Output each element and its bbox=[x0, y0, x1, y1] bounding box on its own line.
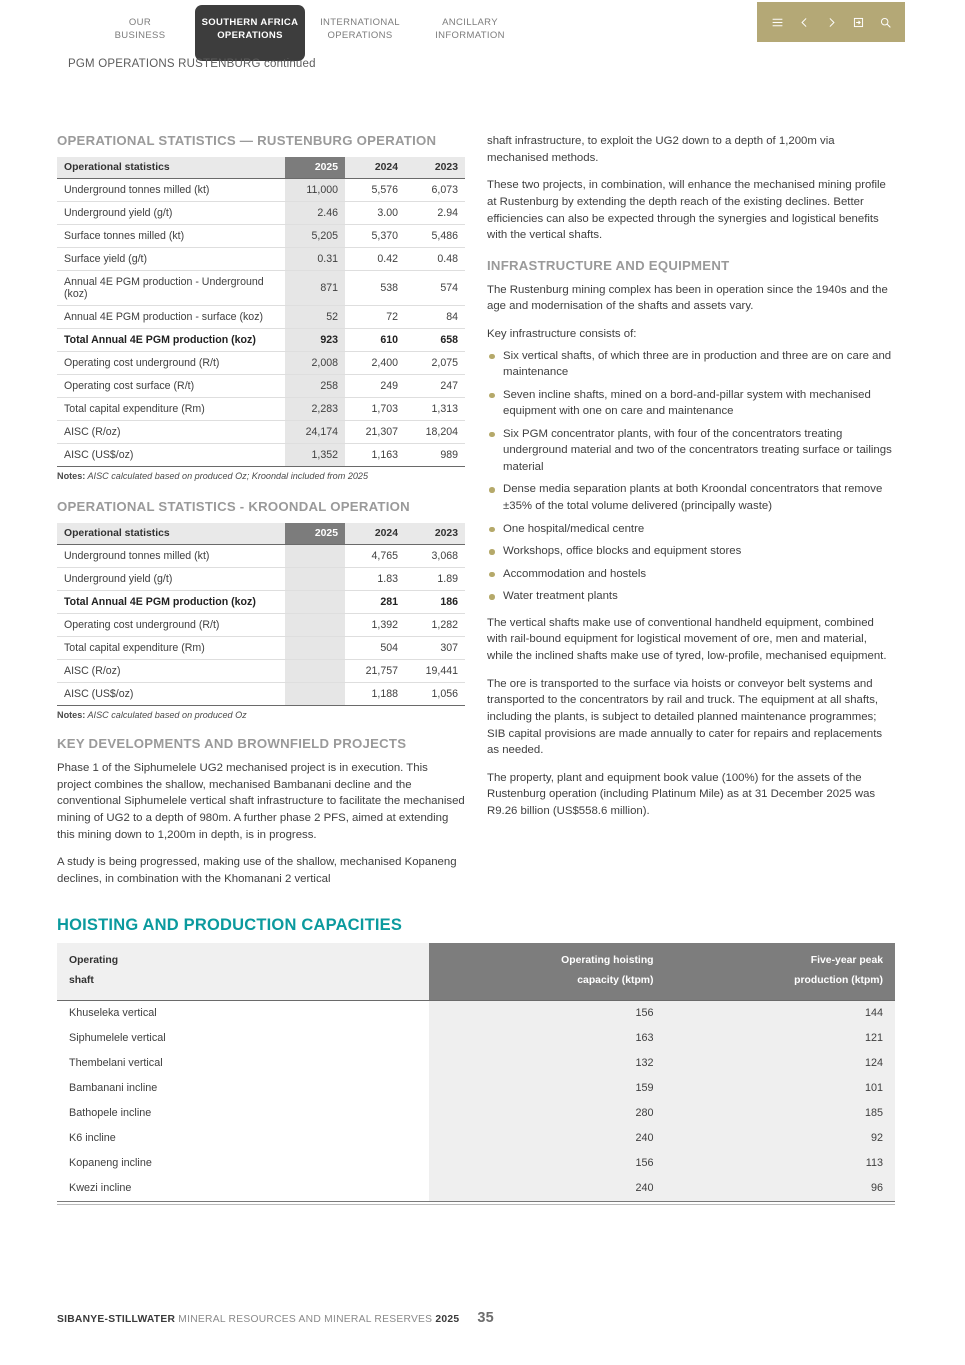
row-value: 19,441 bbox=[405, 660, 465, 683]
notes-text: AISC calculated based on produced Oz bbox=[85, 710, 247, 720]
row-value: 923 bbox=[285, 329, 345, 352]
hoisting-capacity-table bbox=[57, 943, 895, 1202]
row-value bbox=[285, 568, 345, 591]
row-label: Operating cost underground (R/t) bbox=[57, 614, 285, 637]
footer-title: MINERAL RESOURCES AND MINERAL RESERVES bbox=[178, 1314, 433, 1325]
row-value: 0.48 bbox=[405, 248, 465, 271]
table-head bbox=[57, 943, 895, 1000]
row-value: 538 bbox=[345, 271, 405, 306]
row-value: 1,282 bbox=[405, 614, 465, 637]
row-shaft-name: K6 incline bbox=[57, 1126, 429, 1151]
row-label: Surface tonnes milled (kt) bbox=[57, 225, 285, 248]
col-header-line2: capacity (ktpm) bbox=[577, 975, 654, 987]
row-hoisting-capacity: 240 bbox=[429, 1126, 666, 1151]
nav-tab-line1: OUR bbox=[128, 17, 152, 28]
row-hoisting-capacity: 163 bbox=[429, 1026, 666, 1051]
table-row bbox=[57, 1151, 895, 1176]
row-value: 2,283 bbox=[285, 398, 345, 421]
col-header-label: Operational statistics bbox=[57, 157, 285, 179]
row-peak-production: 124 bbox=[666, 1051, 895, 1076]
row-peak-production: 101 bbox=[666, 1076, 895, 1101]
row-value: 4,765 bbox=[345, 545, 405, 568]
row-label: Underground tonnes milled (kt) bbox=[57, 179, 285, 202]
list-item: Six vertical shafts, of which three are in production and three are on care and maintenance bbox=[487, 348, 895, 381]
row-value bbox=[285, 545, 345, 568]
nav-tab-line1: INTERNATIONAL bbox=[320, 17, 400, 28]
nav-tab-international-operations[interactable] bbox=[305, 5, 415, 55]
next-page-icon[interactable] bbox=[825, 16, 838, 29]
col-header-line1: Operating bbox=[69, 955, 119, 966]
row-label: AISC (R/oz) bbox=[57, 421, 285, 444]
table-row bbox=[57, 660, 465, 683]
notes-text: AISC calculated based on produced Oz; Kroondal included from 2025 bbox=[85, 471, 369, 481]
infrastructure-lead-in: Key infrastructure consists of: bbox=[487, 328, 637, 341]
col-header-2025: 2025 bbox=[285, 523, 345, 545]
row-value: 186 bbox=[405, 591, 465, 614]
row-hoisting-capacity: 159 bbox=[429, 1076, 666, 1101]
row-value: 247 bbox=[405, 375, 465, 398]
table-header-row bbox=[57, 943, 895, 1000]
row-value: 3,068 bbox=[405, 545, 465, 568]
table-row bbox=[57, 1026, 895, 1051]
row-value bbox=[285, 683, 345, 706]
equipment-paragraph-1: The vertical shafts make use of conventional handheld equipment, combined with rail-bound equipment for logistical movement of ore, men and material, while the inclined shafts make use of tyred, low-profile, mechanised equipment. bbox=[487, 616, 887, 662]
row-value: 11,000 bbox=[285, 179, 345, 202]
rustenburg-notes bbox=[57, 471, 465, 481]
row-label: Total Annual 4E PGM production (koz) bbox=[57, 591, 285, 614]
table-header-row bbox=[57, 523, 465, 545]
row-value: 3.00 bbox=[345, 202, 405, 225]
row-value: 871 bbox=[285, 271, 345, 306]
table-row bbox=[57, 683, 465, 706]
menu-icon[interactable] bbox=[771, 16, 784, 29]
nav-tab-southern-africa-operations[interactable] bbox=[195, 5, 305, 61]
row-hoisting-capacity: 280 bbox=[429, 1101, 666, 1126]
table-bottom-rule bbox=[57, 1204, 895, 1206]
table-row bbox=[57, 1076, 895, 1101]
row-shaft-name: Siphumelele vertical bbox=[57, 1026, 429, 1051]
row-label: Annual 4E PGM production - Underground (koz) bbox=[57, 271, 285, 306]
row-label: AISC (R/oz) bbox=[57, 660, 285, 683]
breadcrumb: PGM OPERATIONS RUSTENBURG continued bbox=[68, 58, 316, 70]
nav-tab-line2: OPERATIONS bbox=[217, 30, 283, 42]
page-footer bbox=[57, 1310, 494, 1326]
row-value bbox=[285, 637, 345, 660]
row-hoisting-capacity: 132 bbox=[429, 1051, 666, 1076]
nav-tab-ancillary-information[interactable] bbox=[415, 5, 525, 55]
table-row bbox=[57, 271, 465, 306]
key-developments-paragraph-2: A study is being progressed, making use of the shallow, mechanised Kopaneng declines, in combination with the Khomanani 2 vertical bbox=[57, 856, 457, 885]
table-row bbox=[57, 1126, 895, 1151]
row-peak-production: 96 bbox=[666, 1176, 895, 1202]
notes-label: Notes: bbox=[57, 471, 86, 481]
table-head bbox=[57, 157, 465, 179]
list-item: Seven incline shafts, mined on a bord-and-pillar system with mechanised equipment with one on care and maintenance bbox=[487, 387, 895, 420]
col-header-2023: 2023 bbox=[405, 157, 465, 179]
table-row bbox=[57, 1176, 895, 1202]
footer-brand: SIBANYE-STILLWATER bbox=[57, 1314, 176, 1325]
row-value: 574 bbox=[405, 271, 465, 306]
row-value: 21,307 bbox=[345, 421, 405, 444]
row-value: 1,392 bbox=[345, 614, 405, 637]
infrastructure-heading: INFRASTRUCTURE AND EQUIPMENT bbox=[487, 257, 730, 273]
nav-tab-line1: ANCILLARY bbox=[442, 17, 498, 28]
row-value: 5,205 bbox=[285, 225, 345, 248]
row-value: 2,400 bbox=[345, 352, 405, 375]
col-header-line2: shaft bbox=[69, 975, 94, 987]
row-label: Annual 4E PGM production - surface (koz) bbox=[57, 306, 285, 329]
notes-label: Notes: bbox=[57, 710, 86, 720]
row-hoisting-capacity: 240 bbox=[429, 1176, 666, 1202]
table-row bbox=[57, 591, 465, 614]
table-head bbox=[57, 523, 465, 545]
row-value bbox=[285, 614, 345, 637]
row-peak-production: 121 bbox=[666, 1026, 895, 1051]
row-value: 2,008 bbox=[285, 352, 345, 375]
row-value: 18,204 bbox=[405, 421, 465, 444]
row-value: 6,073 bbox=[405, 179, 465, 202]
col-header-peak-production bbox=[666, 943, 895, 1000]
nav-tab-line2: OPERATIONS bbox=[327, 30, 393, 42]
row-value: 504 bbox=[345, 637, 405, 660]
row-value: 1,056 bbox=[405, 683, 465, 706]
row-label: Operating cost surface (R/t) bbox=[57, 375, 285, 398]
col-header-2025: 2025 bbox=[285, 157, 345, 179]
hoisting-heading: HOISTING AND PRODUCTION CAPACITIES bbox=[57, 916, 403, 934]
top-navigation bbox=[0, 0, 965, 70]
row-shaft-name: Khuseleka vertical bbox=[57, 1000, 429, 1026]
list-item: Dense media separation plants at both Kroondal concentrators that remove ±35% of the total volume delivered (principally waste) bbox=[487, 481, 895, 514]
row-value: 5,486 bbox=[405, 225, 465, 248]
row-value: 1,163 bbox=[345, 444, 405, 467]
row-value: 1,352 bbox=[285, 444, 345, 467]
row-label: Total Annual 4E PGM production (koz) bbox=[57, 329, 285, 352]
previous-page-icon[interactable] bbox=[798, 16, 811, 29]
key-developments-paragraph-1: Phase 1 of the Siphumelele UG2 mechanised project is in execution. This project combines the shallow, mechanised Bambanani decline and the conventional Siphumelele vertical shaft infrastructure to facilitate the mechanised mining of UG2 to a depth of 980m. A further phase 2 PFS, aimed at extending this mining down to 1,200m in depth, is in progress. bbox=[57, 762, 465, 841]
infrastructure-paragraph-1: The Rustenburg mining complex has been in operation since the 1940s and the age and modernisation of the shafts and assets vary. bbox=[487, 283, 888, 313]
row-label: Underground tonnes milled (kt) bbox=[57, 545, 285, 568]
col-header-line1: Five-year peak bbox=[810, 955, 883, 966]
row-label: Surface yield (g/t) bbox=[57, 248, 285, 271]
nav-tab-list bbox=[85, 5, 525, 61]
hoisting-section bbox=[57, 916, 895, 1205]
row-value: 0.31 bbox=[285, 248, 345, 271]
infrastructure-bullet-list bbox=[487, 348, 895, 605]
row-peak-production: 144 bbox=[666, 1000, 895, 1026]
row-value: 21,757 bbox=[345, 660, 405, 683]
col-header-line1: Operating hoisting bbox=[561, 955, 654, 966]
right-column bbox=[487, 133, 895, 831]
row-value: 72 bbox=[345, 306, 405, 329]
kroondal-stats-table bbox=[57, 523, 465, 706]
search-icon[interactable] bbox=[879, 16, 892, 29]
row-value: 1.89 bbox=[405, 568, 465, 591]
continued-paragraph-2: These two projects, in combination, will enhance the mechanised mining profile at Rustenburg by extending the depth reach of the existing declines. Better efficiencies can also be expected through the synergies and logistical benefits with the vertical shafts. bbox=[487, 179, 886, 242]
row-shaft-name: Bathopele incline bbox=[57, 1101, 429, 1126]
list-item: Accommodation and hostels bbox=[487, 566, 895, 583]
footer-text bbox=[57, 1314, 459, 1325]
table-row bbox=[57, 179, 465, 202]
row-value: 2.46 bbox=[285, 202, 345, 225]
list-item: One hospital/medical centre bbox=[487, 521, 895, 538]
table-row bbox=[57, 306, 465, 329]
row-value: 258 bbox=[285, 375, 345, 398]
col-header-2024: 2024 bbox=[345, 523, 405, 545]
row-value: 2.94 bbox=[405, 202, 465, 225]
row-value: 989 bbox=[405, 444, 465, 467]
row-value: 1,188 bbox=[345, 683, 405, 706]
table-row bbox=[57, 1000, 895, 1026]
list-item: Workshops, office blocks and equipment stores bbox=[487, 543, 895, 560]
col-header-label: Operational statistics bbox=[57, 523, 285, 545]
nav-tab-line2: INFORMATION bbox=[435, 30, 505, 42]
list-item: Six PGM concentrator plants, with four of the concentrators treating underground material and two of the concentrators treating surface or tailings material bbox=[487, 426, 895, 476]
col-header-shaft bbox=[57, 943, 429, 1000]
equipment-paragraph-2: The ore is transported to the surface via hoists or conveyor belt systems and transported to the concentrators by rail and truck. The equipment at all shafts, including the plants, is subject to detailed planned maintenance programmes; SIB capital provisions are made annually to cater for repairs and replacements as needed. bbox=[487, 677, 883, 757]
row-hoisting-capacity: 156 bbox=[429, 1000, 666, 1026]
row-value: 1,313 bbox=[405, 398, 465, 421]
exit-icon[interactable] bbox=[852, 16, 865, 29]
nav-tab-line2: BUSINESS bbox=[114, 30, 166, 42]
row-value: 658 bbox=[405, 329, 465, 352]
row-shaft-name: Kopaneng incline bbox=[57, 1151, 429, 1176]
rustenburg-stats-table bbox=[57, 157, 465, 467]
row-label: Total capital expenditure (Rm) bbox=[57, 637, 285, 660]
row-value: 24,174 bbox=[285, 421, 345, 444]
table-row bbox=[57, 1051, 895, 1076]
row-value: 249 bbox=[345, 375, 405, 398]
hoisting-capacity-body bbox=[57, 1000, 895, 1201]
row-label: Operating cost underground (R/t) bbox=[57, 352, 285, 375]
kroondal-stats-body bbox=[57, 545, 465, 706]
row-peak-production: 92 bbox=[666, 1126, 895, 1151]
table-row bbox=[57, 1101, 895, 1126]
row-value: 2,075 bbox=[405, 352, 465, 375]
col-header-2023: 2023 bbox=[405, 523, 465, 545]
table-row bbox=[57, 421, 465, 444]
row-label: AISC (US$/oz) bbox=[57, 683, 285, 706]
col-header-2024: 2024 bbox=[345, 157, 405, 179]
row-value: 84 bbox=[405, 306, 465, 329]
table-header-row bbox=[57, 157, 465, 179]
rustenburg-stats-heading: OPERATIONAL STATISTICS — RUSTENBURG OPERATION bbox=[57, 133, 437, 148]
table-row bbox=[57, 202, 465, 225]
row-shaft-name: Kwezi incline bbox=[57, 1176, 429, 1202]
row-peak-production: 113 bbox=[666, 1151, 895, 1176]
table-row bbox=[57, 545, 465, 568]
row-value: 307 bbox=[405, 637, 465, 660]
rustenburg-stats-body bbox=[57, 179, 465, 467]
nav-tab-our-business[interactable] bbox=[85, 5, 195, 55]
table-row bbox=[57, 637, 465, 660]
nav-tab-line1: SOUTHERN AFRICA bbox=[201, 17, 299, 28]
list-item: Water treatment plants bbox=[487, 588, 895, 605]
table-row bbox=[57, 352, 465, 375]
row-value: 52 bbox=[285, 306, 345, 329]
row-value bbox=[285, 591, 345, 614]
col-header-capacity bbox=[429, 943, 666, 1000]
table-row bbox=[57, 568, 465, 591]
table-row bbox=[57, 444, 465, 467]
row-shaft-name: Bambanani incline bbox=[57, 1076, 429, 1101]
row-value: 1,703 bbox=[345, 398, 405, 421]
row-peak-production: 185 bbox=[666, 1101, 895, 1126]
page-number: 35 bbox=[477, 1310, 494, 1326]
row-label: Total capital expenditure (Rm) bbox=[57, 398, 285, 421]
col-header-line2: production (ktpm) bbox=[794, 975, 883, 987]
table-row bbox=[57, 329, 465, 352]
row-label: Underground yield (g/t) bbox=[57, 568, 285, 591]
equipment-paragraph-3: The property, plant and equipment book value (100%) for the assets of the Rustenburg operation (including Platinum Mile) as at 31 December 2025 was R9.26 billion (US$558.6 million). bbox=[487, 771, 876, 818]
row-value: 5,576 bbox=[345, 179, 405, 202]
table-row bbox=[57, 225, 465, 248]
row-label: AISC (US$/oz) bbox=[57, 444, 285, 467]
row-value: 281 bbox=[345, 591, 405, 614]
kroondal-notes bbox=[57, 710, 465, 720]
table-row bbox=[57, 398, 465, 421]
row-hoisting-capacity: 156 bbox=[429, 1151, 666, 1176]
footer-year: 2025 bbox=[435, 1314, 460, 1325]
row-value bbox=[285, 660, 345, 683]
row-shaft-name: Thembelani vertical bbox=[57, 1051, 429, 1076]
continued-paragraph-1: shaft infrastructure, to exploit the UG2 down to a depth of 1,200m via mechanised methods. bbox=[487, 135, 835, 164]
row-value: 1.83 bbox=[345, 568, 405, 591]
key-developments-heading: KEY DEVELOPMENTS AND BROWNFIELD PROJECTS bbox=[57, 736, 407, 751]
table-row bbox=[57, 375, 465, 398]
table-row bbox=[57, 248, 465, 271]
row-value: 5,370 bbox=[345, 225, 405, 248]
kroondal-stats-heading: OPERATIONAL STATISTICS - KROONDAL OPERATION bbox=[57, 499, 410, 514]
row-value: 0.42 bbox=[345, 248, 405, 271]
table-row bbox=[57, 614, 465, 637]
row-value: 610 bbox=[345, 329, 405, 352]
left-column bbox=[57, 133, 465, 898]
nav-icon-bar bbox=[757, 2, 905, 42]
row-label: Underground yield (g/t) bbox=[57, 202, 285, 225]
